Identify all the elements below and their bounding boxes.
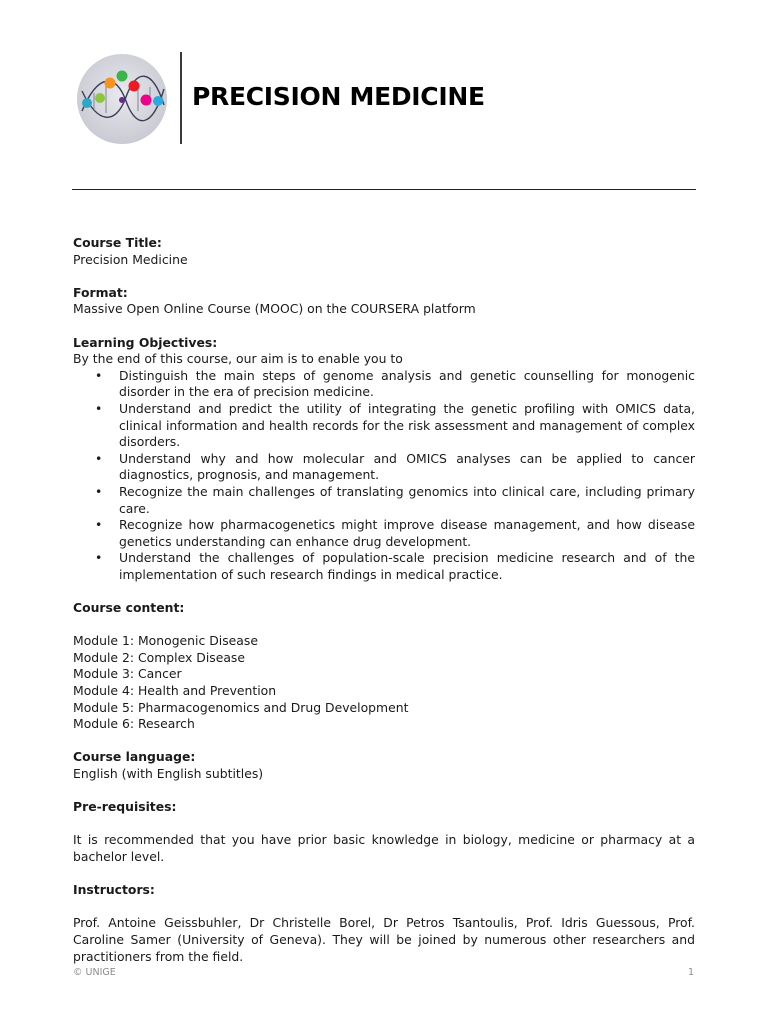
learning-objectives-label: Learning Objectives:	[73, 334, 218, 350]
page-title: PRECISION MEDICINE	[192, 82, 485, 111]
list-item	[73, 550, 695, 583]
document-header	[73, 52, 696, 146]
header-divider	[180, 52, 182, 144]
course-language-label: Course language:	[73, 749, 196, 765]
learning-objectives-intro: By the end of this course, our aim is to enable you to	[73, 351, 403, 367]
module-item: Module 6: Research	[73, 716, 195, 732]
objective-text: Understand the challenges of population-scale precision medicine research and of the implementation of such research findings in medical practice.	[119, 550, 695, 582]
bullet-icon: •	[95, 450, 103, 466]
module-item: Module 4: Health and Prevention	[73, 683, 277, 699]
bullet-icon: •	[95, 550, 103, 566]
objective-text: Recognize how pharmacogenetics might improve disease management, and how disease genetics understanding can enhance drug development.	[119, 517, 695, 549]
objective-text: Understand why and how molecular and OMICS analyses can be applied to cancer diagnostics, prognosis, and management.	[119, 450, 695, 483]
module-item: Module 3: Cancer	[73, 666, 182, 682]
prerequisites-value: It is recommended that you have prior basic knowledge in biology, medicine or pharmacy at a bachelor level.	[73, 832, 695, 864]
course-content-label: Course content:	[73, 600, 185, 616]
prerequisites-label: Pre-requisites:	[73, 799, 177, 815]
bullet-icon: •	[95, 517, 103, 533]
page-number: 1	[687, 967, 694, 978]
course-title-label: Course Title:	[73, 235, 162, 250]
course-language-value: English (with English subtitles)	[73, 766, 264, 781]
bullet-icon: •	[95, 367, 103, 383]
instructors-label: Instructors:	[73, 882, 155, 898]
bullet-icon: •	[95, 400, 103, 416]
objective-text: Distinguish the main steps of genome analysis and genetic counselling for monogenic disorder in the era of precision medicine.	[119, 367, 695, 400]
list-item	[73, 368, 695, 401]
course-title-value: Precision Medicine	[73, 251, 188, 267]
list-item	[73, 484, 695, 517]
list-item	[73, 451, 695, 484]
module-item: Module 2: Complex Disease	[73, 649, 246, 665]
learning-objectives-list	[73, 368, 695, 584]
module-item: Module 1: Monogenic Disease	[73, 633, 258, 649]
list-item	[73, 401, 695, 451]
format-value: Massive Open Online Course (MOOC) on the COURSERA platform	[73, 301, 476, 317]
horizontal-rule	[72, 189, 696, 190]
format-label: Format:	[73, 284, 128, 300]
bullet-icon: •	[95, 483, 103, 499]
instructors-value: Prof. Antoine Geissbuhler, Dr Christelle Borel, Dr Petros Tsantoulis, Prof. Idris Guessous, Prof. Caroline Samer (University of Geneva). They will be joined by numerous other researchers and practitioners from the field.	[73, 915, 695, 964]
objective-text: Recognize the main challenges of translating genomics into clinical care, including primary care.	[119, 483, 695, 516]
module-item: Module 5: Pharmacogenomics and Drug Development	[73, 699, 409, 715]
objective-text: Understand and predict the utility of integrating the genetic profiling with OMICS data, clinical information and health records for the risk assessment and management of complex disorders.	[119, 400, 695, 450]
dna-helix-logo-icon	[76, 53, 168, 145]
list-item	[73, 517, 695, 550]
footer-copyright: © UNIGE	[73, 967, 116, 978]
document-body	[73, 235, 695, 965]
